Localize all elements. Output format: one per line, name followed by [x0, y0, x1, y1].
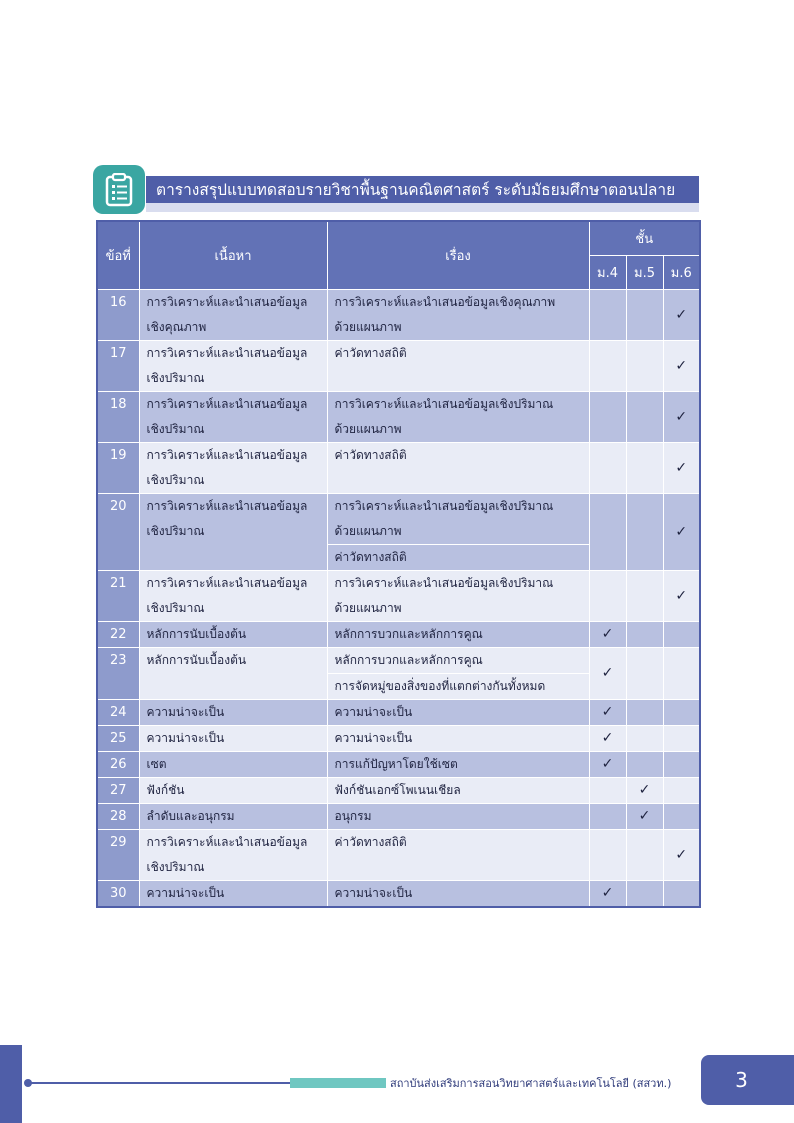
content-line: ความน่าจะเป็น [146, 705, 225, 719]
grade-m6-cell [663, 622, 700, 648]
row-content [139, 571, 327, 622]
row-topic [327, 392, 589, 443]
row-content [139, 881, 327, 908]
row-content [139, 804, 327, 830]
header-grade: ชั้น [589, 221, 700, 256]
footer-line [28, 1082, 290, 1084]
row-topic [327, 571, 589, 622]
content-line: การวิเคราะห์และนำเสนอข้อมูล [146, 448, 308, 462]
grade-m6-cell [663, 443, 700, 494]
row-topic [327, 443, 589, 494]
row-number: 19 [97, 443, 139, 494]
topic-line: การแก้ปัญหาโดยใช้เซต [334, 757, 458, 771]
row-topic [327, 700, 589, 726]
row-topic [327, 545, 589, 571]
table-row [97, 443, 700, 494]
topic-line: ความน่าจะเป็น [334, 731, 413, 745]
grade-m4-cell [589, 341, 626, 392]
row-topic [327, 290, 589, 341]
topic-line: ด้วยแผนภาพ [334, 524, 402, 538]
topic-line: อนุกรม [334, 809, 372, 823]
grade-m5-cell [626, 392, 663, 443]
row-content [139, 830, 327, 881]
grade-m4-cell [589, 700, 626, 726]
header-no: ข้อที่ [97, 221, 139, 290]
grade-m6-cell [663, 700, 700, 726]
grade-m4-cell [589, 752, 626, 778]
row-topic [327, 778, 589, 804]
check-icon: ✓ [601, 626, 614, 642]
grade-m4-cell [589, 392, 626, 443]
row-number: 23 [97, 648, 139, 700]
grade-m5-cell [626, 443, 663, 494]
row-topic [327, 830, 589, 881]
topic-line: ความน่าจะเป็น [334, 705, 413, 719]
grade-m5-cell [626, 752, 663, 778]
page-title: ตารางสรุปแบบทดสอบรายวิชาพื้นฐานคณิตศาสตร์ ระดับมัธยมศึกษาตอนปลาย [146, 176, 699, 203]
content-line: เชิงปริมาณ [146, 524, 205, 538]
grade-m6-cell [663, 752, 700, 778]
table-row [97, 830, 700, 881]
table-row [97, 341, 700, 392]
topic-line: ฟังก์ชันเอกซ์โพเนนเชียล [334, 783, 461, 797]
row-topic [327, 622, 589, 648]
header-m5: ม.5 [626, 256, 663, 290]
grade-m4-cell [589, 778, 626, 804]
grade-m6-cell [663, 648, 700, 700]
page-number: 3 [701, 1055, 794, 1105]
row-topic [327, 674, 589, 700]
grade-m4-cell [589, 881, 626, 908]
grade-m6-cell [663, 392, 700, 443]
row-content [139, 752, 327, 778]
topic-line: ด้วยแผนภาพ [334, 422, 402, 436]
content-line: เชิงปริมาณ [146, 422, 205, 436]
content-line: ลำดับและอนุกรม [146, 809, 235, 823]
content-line: การวิเคราะห์และนำเสนอข้อมูล [146, 397, 308, 411]
check-icon: ✓ [601, 756, 614, 772]
grade-m5-cell [626, 830, 663, 881]
grade-m6-cell [663, 341, 700, 392]
grade-m6-cell [663, 571, 700, 622]
grade-m4-cell [589, 804, 626, 830]
grade-m5-cell [626, 881, 663, 908]
topic-line: ด้วยแผนภาพ [334, 320, 402, 334]
row-content [139, 392, 327, 443]
content-line: เชิงปริมาณ [146, 601, 205, 615]
grade-m6-cell [663, 726, 700, 752]
check-icon: ✓ [675, 306, 688, 323]
row-topic [327, 648, 589, 674]
content-line: ฟังก์ชัน [146, 783, 185, 797]
content-line: ความน่าจะเป็น [146, 731, 225, 745]
check-icon: ✓ [675, 357, 688, 374]
row-number: 17 [97, 341, 139, 392]
content-line: เชิงคุณภาพ [146, 320, 207, 334]
row-topic [327, 752, 589, 778]
grade-m5-cell [626, 804, 663, 830]
header-topic: เรื่อง [327, 221, 589, 290]
row-topic [327, 881, 589, 908]
topic-line: ด้วยแผนภาพ [334, 601, 402, 615]
row-content [139, 443, 327, 494]
topic-line: ค่าวัดทางสถิติ [334, 448, 407, 462]
content-line: เชิงปริมาณ [146, 473, 205, 487]
grade-m6-cell [663, 881, 700, 908]
row-number: 21 [97, 571, 139, 622]
row-number: 28 [97, 804, 139, 830]
footer-institute: สถาบันส่งเสริมการสอนวิทยาศาสตร์และเทคโนโลยี (สสวท.) [390, 1077, 672, 1090]
topic-line: การวิเคราะห์และนำเสนอข้อมูลเชิงปริมาณ [334, 397, 554, 411]
content-line: การวิเคราะห์และนำเสนอข้อมูล [146, 295, 308, 309]
table-row [97, 881, 700, 908]
grade-m5-cell [626, 622, 663, 648]
row-number: 30 [97, 881, 139, 908]
table-row [97, 778, 700, 804]
table-row [97, 648, 700, 674]
content-line: เชิงปริมาณ [146, 860, 205, 874]
check-icon: ✓ [601, 885, 614, 901]
row-content [139, 494, 327, 571]
content-line: การวิเคราะห์และนำเสนอข้อมูล [146, 835, 308, 849]
grade-m6-cell [663, 494, 700, 571]
content-line: หลักการนับเบื้องต้น [146, 627, 247, 641]
row-number: 24 [97, 700, 139, 726]
header-m4: ม.4 [589, 256, 626, 290]
topic-line: การจัดหมู่ของสิ่งของที่แตกต่างกันทั้งหมด [334, 679, 546, 693]
grade-m5-cell [626, 571, 663, 622]
grade-m4-cell [589, 443, 626, 494]
topic-line: ค่าวัดทางสถิติ [334, 346, 407, 360]
topic-line: ค่าวัดทางสถิติ [334, 835, 407, 849]
table-row [97, 804, 700, 830]
row-content [139, 341, 327, 392]
check-icon: ✓ [601, 730, 614, 746]
table-row [97, 622, 700, 648]
grade-m6-cell [663, 778, 700, 804]
grade-m4-cell [589, 726, 626, 752]
table-row [97, 290, 700, 341]
table-row [97, 752, 700, 778]
table-body [97, 290, 700, 908]
topic-line: การวิเคราะห์และนำเสนอข้อมูลเชิงปริมาณ [334, 576, 554, 590]
table-row [97, 700, 700, 726]
grade-m4-cell [589, 648, 626, 700]
row-number: 29 [97, 830, 139, 881]
content-line: การวิเคราะห์และนำเสนอข้อมูล [146, 346, 308, 360]
content-line: เซต [146, 757, 167, 771]
check-icon: ✓ [675, 846, 688, 863]
row-topic [327, 341, 589, 392]
topic-line: ค่าวัดทางสถิติ [334, 550, 407, 564]
content-line: การวิเคราะห์และนำเสนอข้อมูล [146, 576, 308, 590]
grade-m5-cell [626, 648, 663, 700]
row-content [139, 778, 327, 804]
row-number: 18 [97, 392, 139, 443]
topic-line: การวิเคราะห์และนำเสนอข้อมูลเชิงปริมาณ [334, 499, 554, 513]
row-number: 22 [97, 622, 139, 648]
row-content [139, 290, 327, 341]
table-row [97, 726, 700, 752]
grade-m4-cell [589, 571, 626, 622]
check-icon: ✓ [675, 408, 688, 425]
grade-m5-cell [626, 700, 663, 726]
check-icon: ✓ [638, 782, 651, 798]
content-line: เชิงปริมาณ [146, 371, 205, 385]
check-icon: ✓ [638, 808, 651, 824]
table-row [97, 392, 700, 443]
table-row [97, 571, 700, 622]
topic-line: ความน่าจะเป็น [334, 886, 413, 900]
header-m6: ม.6 [663, 256, 700, 290]
grade-m5-cell [626, 726, 663, 752]
topic-line: หลักการบวกและหลักการคูณ [334, 627, 483, 641]
grade-m5-cell [626, 341, 663, 392]
left-accent-strip [0, 1045, 22, 1123]
table-row [97, 494, 700, 545]
content-line: การวิเคราะห์และนำเสนอข้อมูล [146, 499, 308, 513]
row-content [139, 622, 327, 648]
grade-m4-cell [589, 830, 626, 881]
row-number: 26 [97, 752, 139, 778]
grade-m4-cell [589, 622, 626, 648]
title-underline [146, 203, 699, 212]
grade-m5-cell [626, 494, 663, 571]
row-content [139, 700, 327, 726]
row-number: 16 [97, 290, 139, 341]
topic-line: การวิเคราะห์และนำเสนอข้อมูลเชิงคุณภาพ [334, 295, 556, 309]
footer-teal-bar [290, 1078, 386, 1088]
grade-m6-cell [663, 830, 700, 881]
row-number: 27 [97, 778, 139, 804]
row-topic [327, 804, 589, 830]
check-icon: ✓ [675, 459, 688, 476]
grade-m5-cell [626, 290, 663, 341]
row-number: 25 [97, 726, 139, 752]
row-content [139, 648, 327, 700]
row-topic [327, 494, 589, 545]
row-content [139, 726, 327, 752]
grade-m4-cell [589, 290, 626, 341]
grade-m4-cell [589, 494, 626, 571]
grade-m6-cell [663, 290, 700, 341]
check-icon: ✓ [601, 665, 614, 681]
test-summary-table [96, 220, 701, 908]
topic-line: หลักการบวกและหลักการคูณ [334, 653, 483, 667]
row-topic [327, 726, 589, 752]
check-icon: ✓ [601, 704, 614, 720]
content-line: ความน่าจะเป็น [146, 886, 225, 900]
grade-m5-cell [626, 778, 663, 804]
check-icon: ✓ [675, 523, 688, 540]
header-content: เนื้อหา [139, 221, 327, 290]
check-icon: ✓ [675, 587, 688, 604]
grade-m6-cell [663, 804, 700, 830]
content-line: หลักการนับเบื้องต้น [146, 653, 247, 667]
clipboard-icon [93, 165, 145, 214]
row-number: 20 [97, 494, 139, 571]
